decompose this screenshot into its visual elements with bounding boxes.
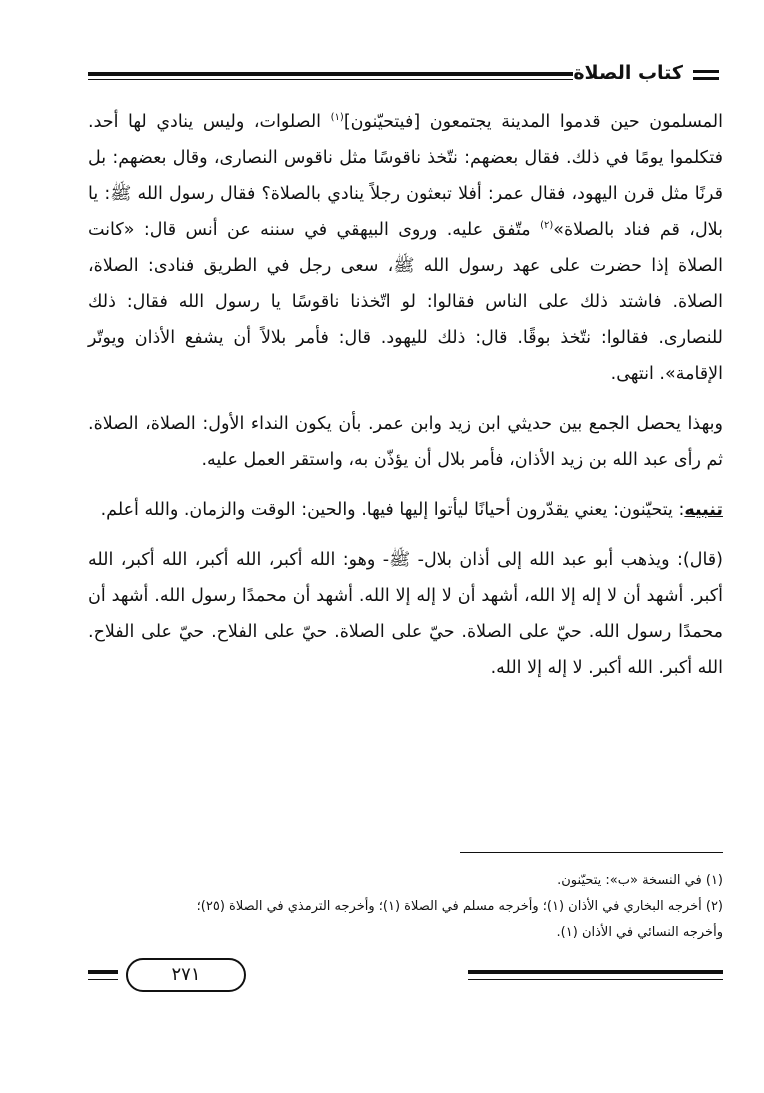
note-text: : يتحيّنون: يعني يقدّرون أحيانًا ليأتوا إليها فيها. والحين: الوقت والزمان. والله أعلم. [100, 500, 685, 520]
paragraph-hadith [88, 104, 723, 392]
page-footer [88, 958, 723, 998]
header-ornament-icon [693, 70, 719, 80]
running-header [88, 62, 723, 92]
paragraph-note [88, 492, 723, 528]
footnote-1: (١) في النسخة «ب»: يتحيّنون. [557, 873, 723, 888]
footnotes [88, 868, 723, 946]
paragraph-reconciliation: وبهذا يحصل الجمع بين حديثي ابن زيد وابن عمر. بأن يكون النداء الأول: الصلاة، الصلاة. ثم رأى عبد الله بن زيد الأذان، فأمر بلال أن يؤذّن به، واستقر العمل عليه. [88, 414, 723, 470]
footnote-ref: (٢) [540, 220, 554, 232]
paragraph-text: الصلوات، وليس ينادي لها أحد. فتكلموا يومًا في ذلك. فقال بعضهم: نتّخذ ناقوسًا مثل ناقوس النصارى، وقال بعضهم: بل قرنًا مثل قرن اليهود، فقال عمر: أفلا تبعثون رجلاً ينادي بالصلاة؟ فقال رسول الله ﷺ: يا بلال، قم فناد بالصلاة» [88, 112, 723, 240]
footnote-2: (٢) أخرجه البخاري في الأذان (١)؛ وأخرجه مسلم في الصلاة (١)؛ وأخرجه الترمذي في الصلاة (٢٥)؛ [196, 899, 723, 914]
page-number: ٢٧١ [126, 958, 246, 992]
footnote-separator [460, 852, 723, 853]
footer-rule [88, 970, 118, 980]
note-label: تنبيه [684, 500, 723, 520]
paragraph-text: المسلمون حين قدموا المدينة يجتمعون [فيتحيّنون] [343, 112, 723, 132]
footer-rule [468, 970, 723, 980]
chapter-title: كتاب الصلاة [573, 62, 683, 84]
footnote-ref: (١) [330, 112, 344, 124]
main-text [88, 104, 723, 700]
header-rule [88, 72, 573, 80]
footnote-2-continued: وأخرجه النسائي في الأذان (١). [556, 925, 723, 940]
paragraph-text: متّفق عليه. وروى البيهقي في سننه عن أنس قال: «كانت الصلاة إذا حضرت على عهد رسول الله ﷺ، سعى رجل في الطريق فنادى: الصلاة، الصلاة. فاشتد ذلك على الناس فقالوا: لو اتّخذنا ناقوسًا يا رسول الله فقال: ذلك للنصارى. فقالوا: نتّخذ بوقًا. قال: ذلك لليهود. قال: فأمر بلالاً أن يشفع الأذان ويوتّر الإقامة». انتهى. [88, 220, 723, 384]
paragraph-adhan: (قال): ويذهب أبو عبد الله إلى أذان بلال- ﷺ- وهو: الله أكبر، الله أكبر، الله أكبر، الله أكبر. أشهد أن لا إله إلا الله، أشهد أن لا إله إلا الله. أشهد أن محمدًا رسول الله. أشهد أن محمدًا رسول الله. حيّ على الصلاة. حيّ على الصلاة. حيّ على الفلاح. حيّ على الفلاح. الله أكبر. الله أكبر. لا إله إلا الله. [88, 550, 723, 678]
